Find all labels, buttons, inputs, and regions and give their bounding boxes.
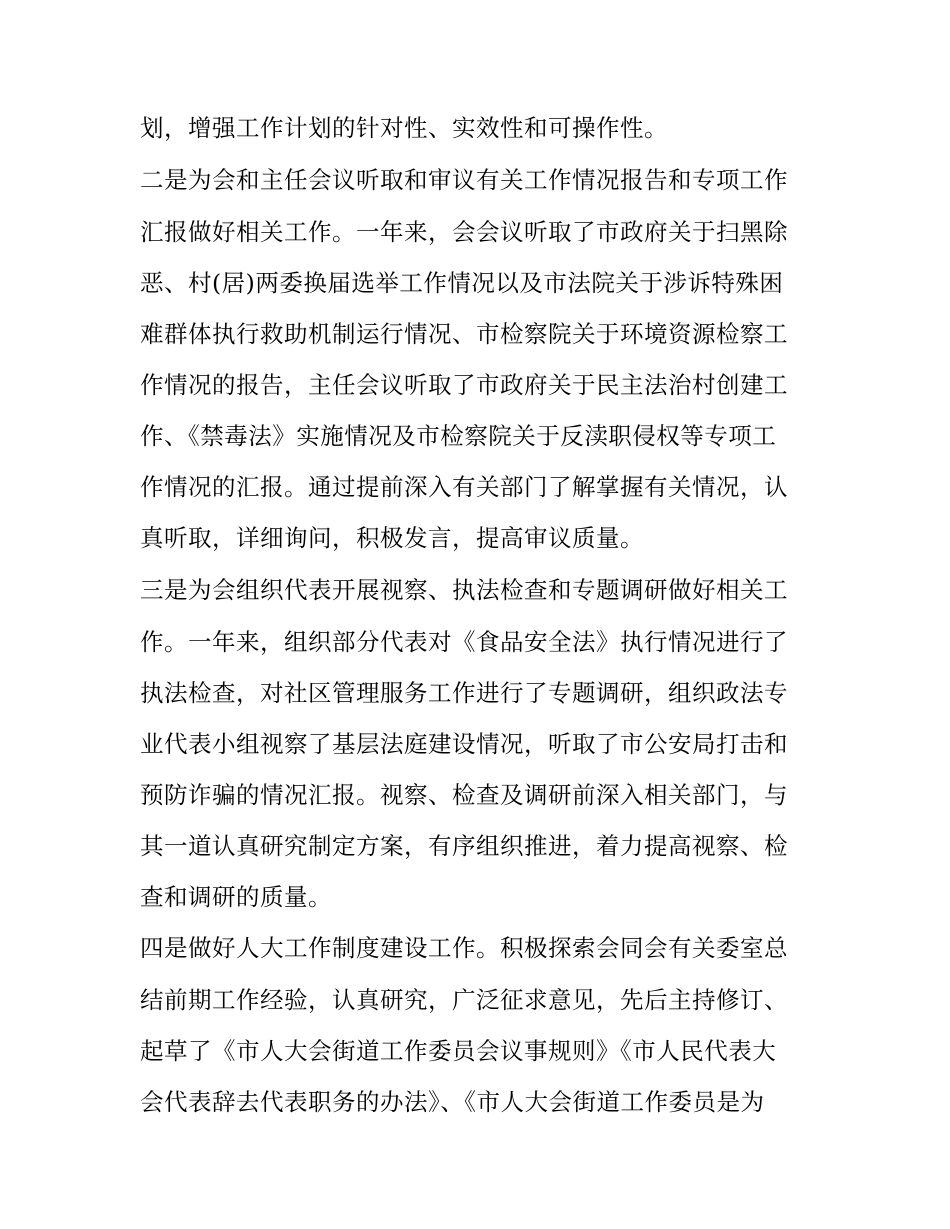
text-line: 其一道认真研究制定方案，有序组织推进，着力提高视察、检	[140, 832, 788, 860]
text-line: 业代表小组视察了基层法庭建设情况，听取了市公安局打击和	[140, 730, 788, 758]
text-line: 二是为会和主任会议听取和审议有关工作情况报告和专项工作	[140, 166, 788, 194]
text-line: 作。一年来，组织部分代表对《食品安全法》执行情况进行了	[140, 628, 788, 656]
text-line: 预防诈骗的情况汇报。视察、检查及调研前深入相关部门，与	[140, 781, 788, 809]
text-line: 作、《禁毒法》实施情况及市检察院关于反渎职侵权等专项工	[140, 422, 777, 450]
text-line: 作情况的报告，主任会议听取了市政府关于民主法治村创建工	[140, 371, 788, 399]
text-line: 查和调研的质量。	[140, 883, 332, 911]
text-line: 划，增强工作计划的针对性、实效性和可操作性。	[140, 114, 668, 142]
text-line: 难群体执行救助机制运行情况、市检察院关于环境资源检察工	[140, 320, 788, 348]
text-line: 作情况的汇报。通过提前深入有关部门了解掌握有关情况，认	[140, 473, 788, 501]
text-line: 恶、村(居)两委换届选举工作情况以及市法院关于涉诉特殊困	[140, 269, 784, 297]
text-line: 三是为会组织代表开展视察、执法检查和专题调研做好相关工	[140, 576, 788, 604]
text-line: 起草了《市人大会街道工作委员会议事规则》《市人民代表大	[140, 1037, 777, 1065]
text-line: 真听取，详细询问，积极发言，提高审议质量。	[140, 524, 644, 552]
text-line: 会代表辞去代表职务的办法》、《市人大会街道工作委员是为	[140, 1088, 765, 1116]
text-line: 执法检查，对社区管理服务工作进行了专题调研，组织政法专	[140, 679, 788, 707]
text-line: 四是做好人大工作制度建设工作。积极探索会同会有关委室总	[140, 934, 788, 962]
text-line: 结前期工作经验，认真研究，广泛征求意见，先后主持修订、	[140, 986, 788, 1014]
text-line: 汇报做好相关工作。一年来，会会议听取了市政府关于扫黑除	[140, 218, 788, 246]
